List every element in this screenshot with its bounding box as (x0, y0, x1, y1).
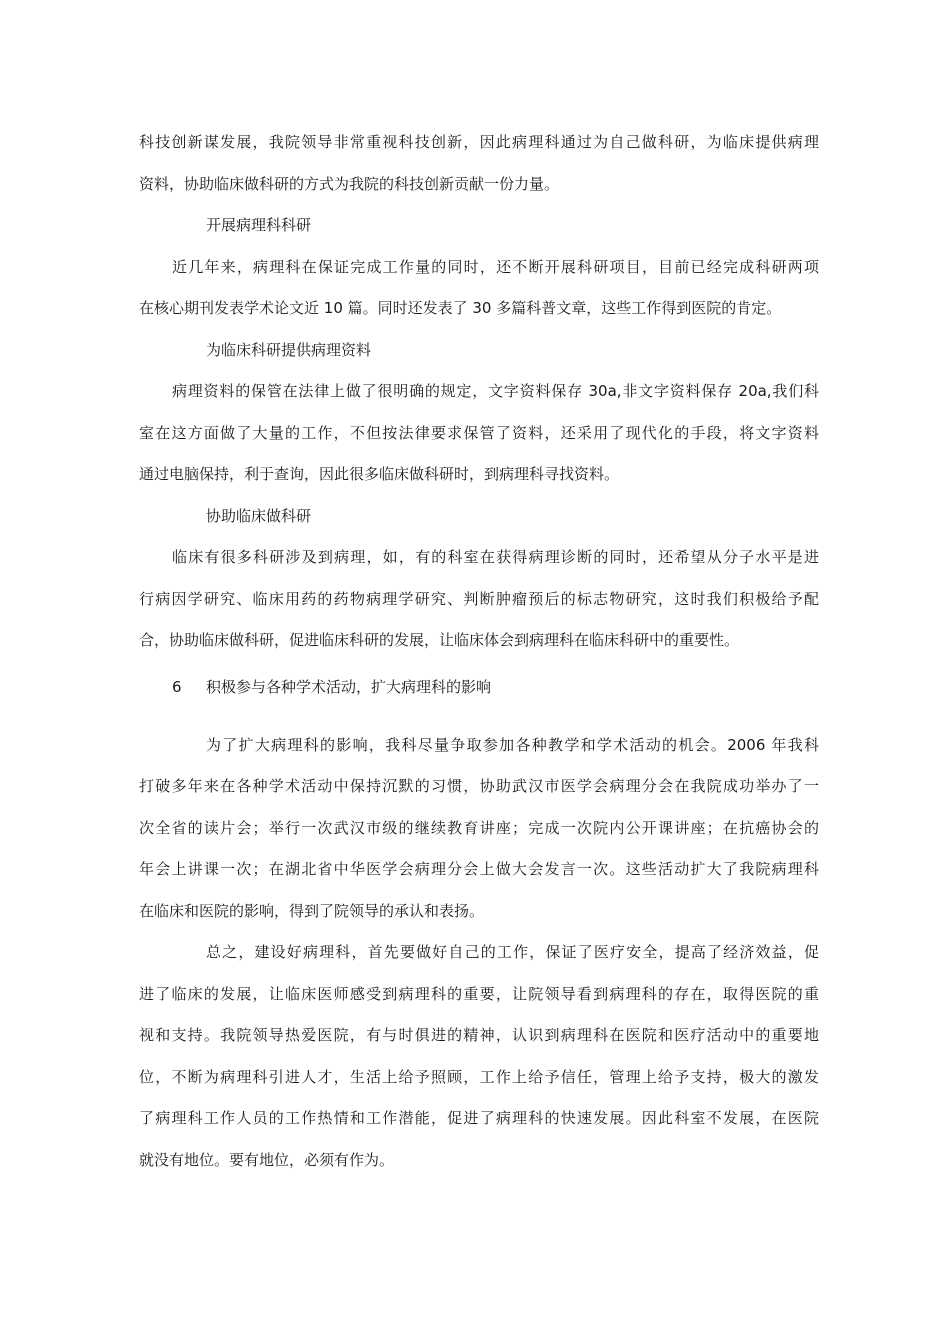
paragraph-line: 就没有地位。要有地位，必须有作为。 (139, 1151, 395, 1169)
subheading-research: 开展病理科科研 (206, 216, 312, 234)
paragraph-line: 打破多年来在各种学术活动中保持沉默的习惯，协助武汉市医学会病理分会在我院成功举办了一 (139, 777, 819, 795)
section-number: 6 (172, 678, 182, 696)
paragraph-line: 临床有很多科研涉及到病理，如，有的科室在获得病理诊断的同时，还希望从分子水平是进 (172, 548, 819, 566)
paragraph-line: 为了扩大病理科的影响，我科尽量争取参加各种教学和学术活动的机会。2006 年我科 (206, 736, 819, 754)
paragraph-line: 视和支持。我院领导热爱医院，有与时俱进的精神，认识到病理科在医院和医疗活动中的重要地 (139, 1026, 819, 1044)
subheading-pathology-data: 为临床科研提供病理资料 (206, 341, 372, 359)
paragraph-line: 通过电脑保持，利于查询，因此很多临床做科研时，到病理科寻找资料。 (139, 465, 620, 483)
paragraph-line: 科技创新谋发展，我院领导非常重视科技创新，因此病理科通过为自己做科研，为临床提供病理 (139, 133, 819, 151)
paragraph-line: 位，不断为病理科引进人才，生活上给予照顾，工作上给予信任，管理上给予支持，极大的激发 (139, 1068, 819, 1086)
paragraph-line: 在核心期刊发表学术论文近 10 篇。同时还发表了 30 多篇科普文章，这些工作得到医院的肯定。 (139, 299, 782, 317)
paragraph-line: 合，协助临床做科研，促进临床科研的发展，让临床体会到病理科在临床科研中的重要性。 (139, 631, 740, 649)
paragraph-line: 病理资料的保管在法律上做了很明确的规定，文字资料保存 30a,非文字资料保存 20a,我们科 (172, 382, 819, 400)
paragraph-line: 次全省的读片会；举行一次武汉市级的继续教育讲座；完成一次院内公开课讲座；在抗癌协会的 (139, 819, 819, 837)
paragraph-line: 了病理科工作人员的工作热情和工作潜能，促进了病理科的快速发展。因此科室不发展，在医院 (139, 1109, 819, 1127)
paragraph-line: 行病因学研究、临床用药的药物病理学研究、判断肿瘤预后的标志物研究，这时我们积极给予配 (139, 590, 819, 608)
paragraph-line: 总之，建设好病理科，首先要做好自己的工作，保证了医疗安全，提高了经济效益，促 (206, 943, 819, 961)
subheading-assist-research: 协助临床做科研 (206, 507, 312, 525)
paragraph-line: 在临床和医院的影响，得到了院领导的承认和表扬。 (139, 902, 485, 920)
section-title: 积极参与各种学术活动，扩大病理科的影响 (206, 678, 492, 696)
paragraph-line: 进了临床的发展，让临床医师感受到病理科的重要，让院领导看到病理科的存在，取得医院的重 (139, 985, 819, 1003)
paragraph-line: 资料，协助临床做科研的方式为我院的科技创新贡献一份力量。 (139, 175, 560, 193)
paragraph-line: 近几年来，病理科在保证完成工作量的同时，还不断开展科研项目，目前已经完成科研两项 (172, 258, 819, 276)
paragraph-line: 室在这方面做了大量的工作，不但按法律要求保管了资料，还采用了现代化的手段，将文字资料 (139, 424, 819, 442)
paragraph-line: 年会上讲课一次；在湖北省中华医学会病理分会上做大会发言一次。这些活动扩大了我院病理科 (139, 860, 819, 878)
